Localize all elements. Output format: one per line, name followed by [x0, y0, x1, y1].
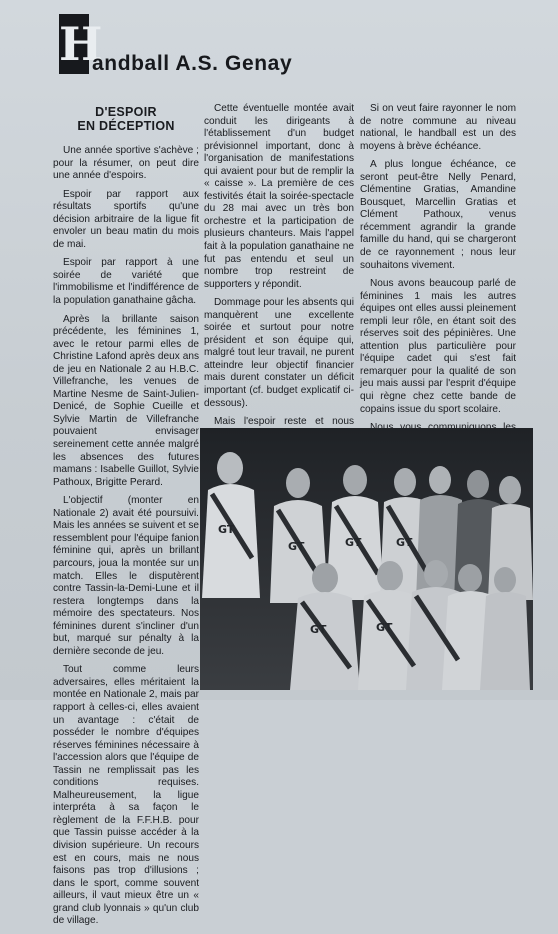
- paragraph: Dommage pour les absents qui manquèrent une excellente soirée et surtout pour notre président et son équipe qui, malgré tout leur travail, ne purent atteindre leur objectif financier mais durent constater un déficit important (cf. budget explicatif ci-dessous).: [204, 297, 354, 409]
- section-subtitle: [53, 105, 199, 133]
- paragraph: Cette éventuelle montée avait conduit les dirigeants à l'établissement d'un budget prévisionnel important, donc à l'organisation de manifestations qui avaient pour but de remplir la « caisse ». La première de ces festivités était la soirée-spectacle du 28 mai avec un très bon orchestre et la participation de plusieurs chanteurs. Mais l'appel fait à la population ganathaine ne fut pas entendu et seul un nombre trop restreint de supporters y répondit.: [204, 103, 354, 290]
- headline-initial-box: [59, 14, 103, 74]
- paragraph: Tout comme leurs adversaires, elles méritaient la montée en Nationale 2, mais par rapport à celles-ci, elles avaient un avantage : c'était de posséder le nombre d'équipes réserves féminines nécessaire à l'accession alors que l'équipe de Tassin ne remplissait pas les conditions requises. Malheureusement, la ligue interpréta à sa façon le règlement de la F.F.H.B. pour que Tassin puisse accéder à la division supérieure. Un recours est en cours, mais ne nous faisons pas trop d'illusions ; dans le sport, comme souvent ailleurs, il vaut mieux être un « grand club lyonnais » qu'un club de village.: [53, 664, 199, 927]
- paragraph: Une année sportive s'achève ; pour la résumer, on peut dire une année d'espoirs.: [53, 145, 199, 182]
- section-subtitle-line1: D'ESPOIR: [95, 105, 157, 119]
- svg-text:GT: GT: [345, 536, 362, 549]
- team-photo-illustration: [200, 428, 533, 690]
- paragraph: L'objectif (monter en Nationale 2) avait été poursuivi. Mais les années se suivent et se ressemblent pour l'équipe fanion féminine qui, après un brillant parcours, joua la montée sur un match. Elles le disputèrent contre Tassin-la-Demi-Lune et il restera longtemps dans la mémoire des spectateurs. Nos féminines durent s'incliner d'un but, marqué sur pénalty à la dernière seconde de jeu.: [53, 495, 199, 657]
- paragraph: Mais l'espoir reste et nous: [214, 416, 354, 428]
- paragraph: Nous avons beaucoup parlé de féminines 1 mais les autres équipes ont elles aussi pleinement rempli leur rôle, en étant soit des réserves soit des pépinières. Une attention plus particulière pour l'équipe cadet qui s'est fait remarquer pour la qualité de son jeu mais aussi par l'esprit d'équipe qui règne chez cette bande de copains issue du sport scolaire.: [360, 278, 516, 415]
- paragraph: Espoir par rapport aux résultats sportifs qu'une décision arbitraire de la ligue fit envoler un beau matin du mois de mai.: [53, 188, 199, 250]
- svg-text:GT: GT: [396, 536, 413, 549]
- paragraph: Si on veut faire rayonner le nom de notre commune au niveau national, le handball est un des moyens à brève échéance.: [360, 103, 516, 152]
- headline-title: andball A.S. Genay: [92, 52, 293, 75]
- text-column-1: [53, 103, 199, 934]
- headline-initial: H: [59, 17, 103, 71]
- team-photo: [200, 428, 533, 690]
- svg-text:GT: GT: [218, 523, 235, 536]
- svg-text:GT: GT: [376, 621, 393, 634]
- svg-text:GT: GT: [288, 540, 305, 553]
- section-subtitle-line2: EN DÉCEPTION: [77, 119, 175, 133]
- paragraph: A plus longue échéance, ce seront peut-être Nelly Penard, Clémentine Gratias, Amandine Bousquet, Marcellin Gratias et Clément Pathoux, venus récemment agrandir la grande famille du hand, qui se chargeront de ce rayonnement ; nous leur souhaitons vivement.: [360, 159, 516, 271]
- text-column-2: [204, 103, 354, 460]
- svg-text:GT: GT: [310, 623, 327, 636]
- paragraph: Espoir par rapport à une soirée de variété que l'immobilisme et l'indifférence de la population ganathaine gâcha.: [53, 257, 199, 307]
- paragraph: Après la brillante saison précédente, les féminines 1, avec le retour parmi elles de Christine Lafond après deux ans de jeu en Nationale 2 au H.B.C. Villefranche, les venues de Martine Nesme de Saint-Julien-Denicé, de Sophie Cueille et Sylvie Martin de Villefranche pouvaient envisager sereinement cette année malgré les absences des futures mamans : Isabelle Guillot, Sylvie Pathoux, Brigitte Perard.: [53, 313, 199, 488]
